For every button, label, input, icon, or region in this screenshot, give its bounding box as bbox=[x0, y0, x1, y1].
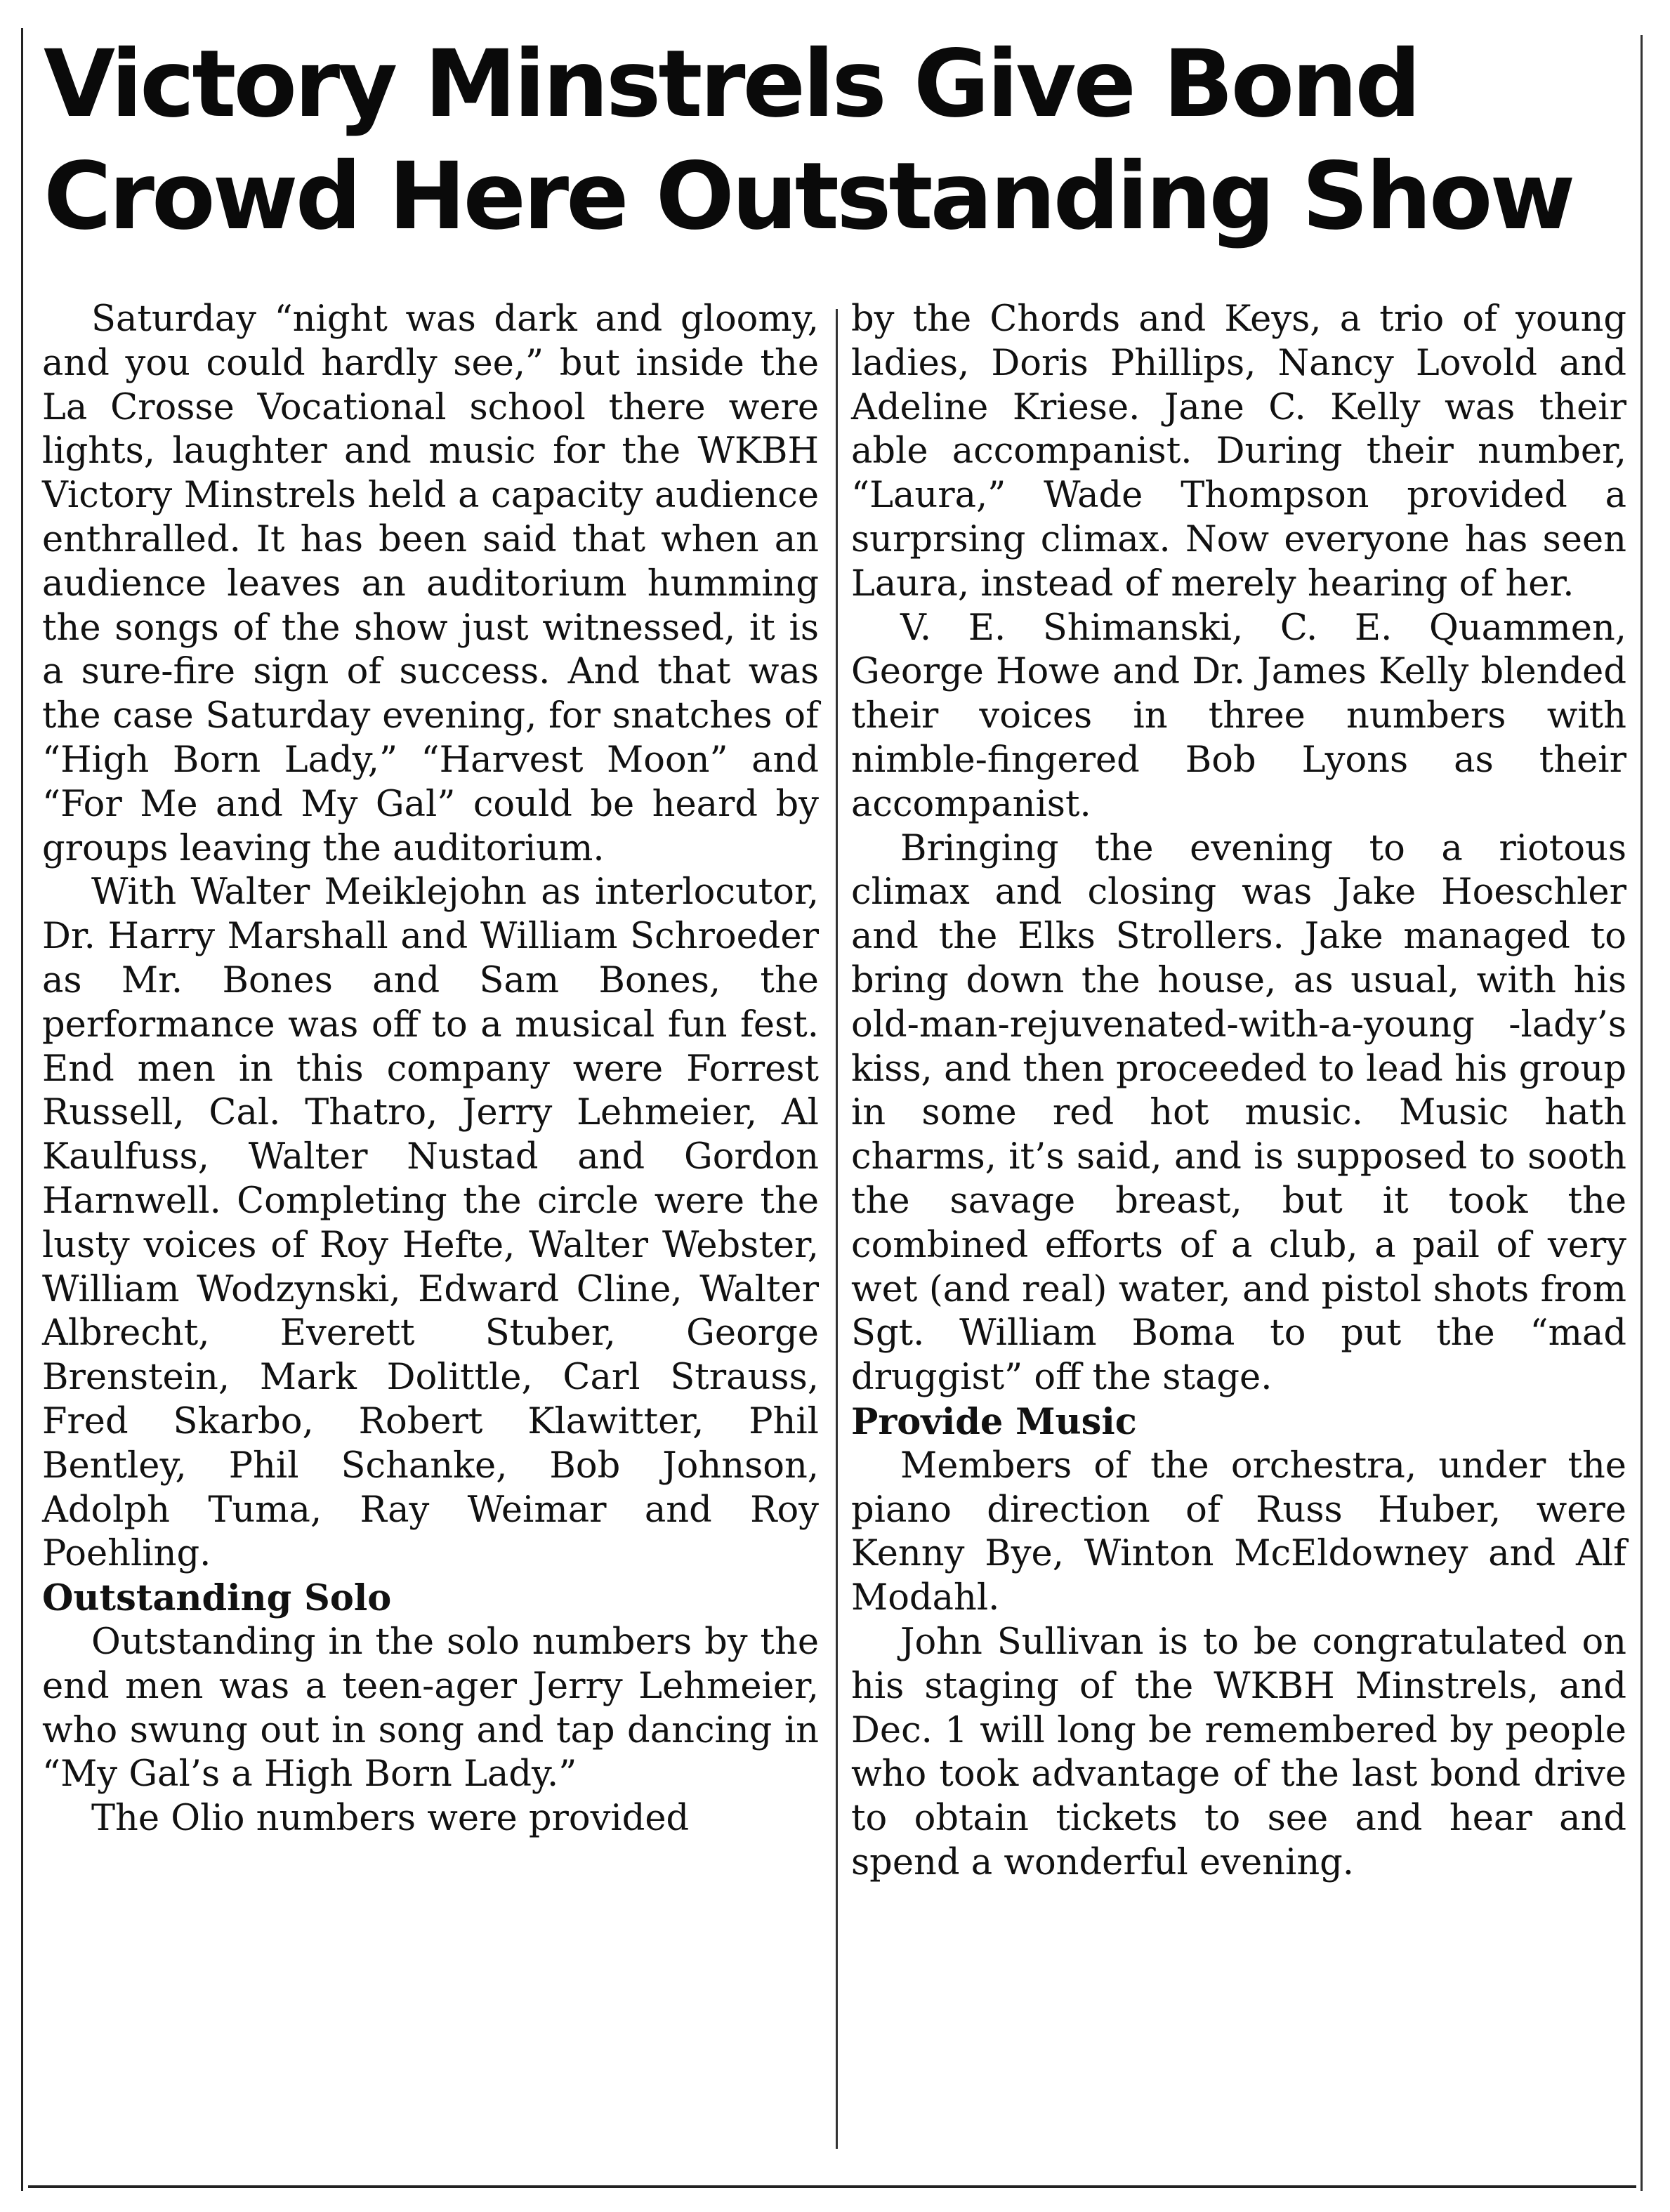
subhead-outstanding-solo: Outstanding Solo bbox=[42, 1577, 392, 1620]
paragraph-staging: John Sullivan is to be congratulated on his staging of the WKBH Minstrels, and Dec. 1 will long be remembered by people who took advantage of the last bond drive to obtain tickets to see and hear and spend a wonderful evening. bbox=[851, 1621, 1626, 1883]
paragraph-solo: Outstanding in the solo numbers by the end men was a teen-ager Jerry Lehmeier, who swung out in song and tap dancing in “My Gal’s a High Born Lady.” bbox=[42, 1621, 819, 1796]
bottom-border-rule bbox=[28, 2185, 1636, 2188]
column-divider-rule bbox=[836, 309, 838, 2149]
left-border-rule bbox=[21, 28, 23, 2191]
paragraph-opening: Saturday “night was dark and gloomy, and you could hardly see,” but inside the La Crosse Vocational school there were lights, laughter and music for the WKBH Victory Minstrels held a capacity audience enthralled. It has been said that when an audience leaves an auditorium humming the songs of the show just witnessed, it is a sure-fire sign of success. And that was the case Saturday evening, for snatches of “High Born Lady,” “Harvest Moon” and “For Me and My Gal” could be heard by groups leaving the auditorium. bbox=[42, 298, 819, 869]
article-column-left bbox=[42, 298, 819, 1841]
paragraph-closing-act: Bringing the evening to a riotous climax and closing was Jake Hoeschler and the Elks Strollers. Jake managed to bring down the house, as usual, with his old-man-rejuvenated-with-a-young -lady’s kiss, and then proceeded to lead his group in some red hot music. Music hath charms, it’s said, and is supposed to sooth the savage breast, but it took the combined efforts of a club, a pail of very wet (and real) water, and pistol shots from Sgt. William Boma to put the “mad druggist” off the stage. bbox=[851, 827, 1626, 1399]
paragraph-olio-start: The Olio numbers were provided bbox=[91, 1798, 690, 1840]
paragraph-cast: With Walter Meiklejohn as interlocutor, Dr. Harry Marshall and William Schroeder as Mr. Bones and Sam Bones, the performance was off to a musical fun fest. End men in this company were Forrest Russell, Cal. Thatro, Jerry Lehmeier, Al Kaulfuss, Walter Nustad and Gordon Harnwell. Completing the circle were the lusty voices of Roy Hefte, Walter Webster, William Wodzynski, Edward Cline, Walter Albrecht, Everett Stuber, George Brenstein, Mark Dolittle, Carl Strauss, Fred Skarbo, Robert Klawitter, Phil Bentley, Phil Schanke, Bob Johnson, Adolph Tuma, Ray Weimar and Roy Poehling. bbox=[42, 871, 819, 1575]
paragraph-olio-continued: by the Chords and Keys, a trio of young ladies, Doris Phillips, Nancy Lovold and Adeline Kriese. Jane C. Kelly was their able accompanist. During their number, “Laura,” Wade Thompson provided a surprsing climax. Now everyone has seen Laura, instead of merely hearing of her. bbox=[851, 298, 1626, 605]
paragraph-orchestra: Members of the orchestra, under the piano direction of Russ Huber, were Kenny Bye, Winton McEldowney and Alf Modahl. bbox=[851, 1444, 1626, 1619]
paragraph-quartet: V. E. Shimanski, C. E. Quammen, George Howe and Dr. James Kelly blended their voices in three numbers with nimble-fingered Bob Lyons as their accompanist. bbox=[851, 607, 1626, 825]
subhead-provide-music: Provide Music bbox=[851, 1400, 1137, 1443]
article-column-right bbox=[851, 298, 1626, 1885]
headline-line-2: Crowd Here Outstanding Show bbox=[44, 143, 1573, 251]
right-border-rule bbox=[1641, 35, 1643, 2191]
headline-line-1: Victory Minstrels Give Bond bbox=[44, 30, 1419, 138]
article-headline bbox=[44, 28, 1631, 253]
